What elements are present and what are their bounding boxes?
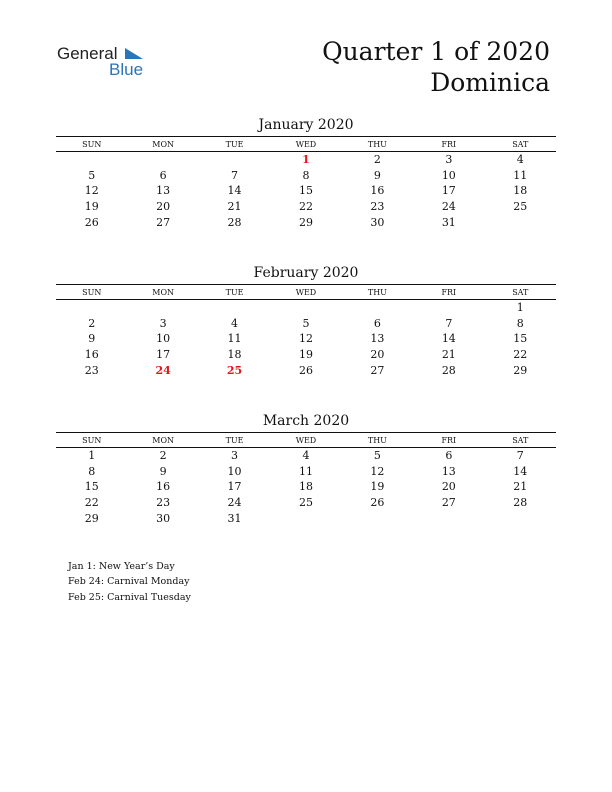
holiday-note: Feb 24: Carnival Monday bbox=[68, 576, 190, 588]
day-cell: 22 bbox=[513, 348, 528, 362]
weekday-header: FRI bbox=[413, 433, 484, 448]
day-cell: 16 bbox=[156, 480, 171, 494]
week-row bbox=[56, 479, 556, 495]
week-row bbox=[56, 214, 556, 230]
weekday-header: THU bbox=[342, 137, 413, 152]
day-cell: 6 bbox=[373, 316, 381, 330]
day-cell: 1 bbox=[516, 301, 524, 315]
day-cell: 17 bbox=[441, 184, 456, 198]
day-cell: 7 bbox=[231, 168, 239, 182]
day-cell: 31 bbox=[441, 215, 456, 229]
day-cell: 28 bbox=[441, 363, 456, 377]
day-cell: 19 bbox=[298, 348, 313, 362]
day-cell: 10 bbox=[156, 332, 171, 346]
month-february bbox=[56, 264, 556, 378]
month-grid bbox=[56, 432, 556, 526]
day-cell: 20 bbox=[370, 348, 385, 362]
month-grid bbox=[56, 136, 556, 230]
day-cell: 9 bbox=[159, 464, 167, 478]
day-cell: 27 bbox=[441, 496, 456, 510]
day-cell: 29 bbox=[84, 511, 99, 525]
day-cell: 23 bbox=[370, 200, 385, 214]
day-cell: 2 bbox=[88, 316, 96, 330]
day-cell: 24 bbox=[441, 200, 456, 214]
week-row bbox=[56, 152, 556, 168]
day-cell: 18 bbox=[513, 184, 528, 198]
day-cell: 18 bbox=[227, 348, 242, 362]
day-cell: 3 bbox=[159, 316, 167, 330]
weekday-header: MON bbox=[127, 137, 198, 152]
day-cell: 12 bbox=[298, 332, 313, 346]
day-cell: 10 bbox=[227, 464, 242, 478]
empty-day-cell bbox=[56, 152, 127, 168]
day-cell: 19 bbox=[370, 480, 385, 494]
day-cell: 10 bbox=[441, 168, 456, 182]
empty-day-cell bbox=[56, 300, 127, 316]
week-row bbox=[56, 183, 556, 199]
day-cell: 19 bbox=[84, 200, 99, 214]
week-row bbox=[56, 362, 556, 378]
day-cell: 9 bbox=[88, 332, 96, 346]
weekday-header: SAT bbox=[485, 433, 556, 448]
weekday-header: TUE bbox=[199, 433, 270, 448]
week-row bbox=[56, 199, 556, 215]
day-cell: 17 bbox=[156, 348, 171, 362]
day-cell: 21 bbox=[227, 200, 242, 214]
weekday-header: FRI bbox=[413, 285, 484, 300]
day-cell: 24 bbox=[227, 496, 242, 510]
day-cell: 3 bbox=[445, 153, 453, 167]
day-cell: 6 bbox=[159, 168, 167, 182]
page-title bbox=[322, 36, 550, 98]
holiday-note: Feb 25: Carnival Tuesday bbox=[68, 591, 191, 603]
empty-day-cell bbox=[413, 510, 484, 526]
holiday-day-cell: 1 bbox=[302, 153, 310, 167]
weekday-header: MON bbox=[127, 433, 198, 448]
day-cell: 28 bbox=[227, 215, 242, 229]
day-cell: 2 bbox=[373, 153, 381, 167]
day-cell: 14 bbox=[441, 332, 456, 346]
empty-day-cell bbox=[199, 300, 270, 316]
empty-day-cell bbox=[270, 510, 341, 526]
holiday-day-cell: 25 bbox=[226, 363, 243, 377]
day-cell: 23 bbox=[156, 496, 171, 510]
day-cell: 20 bbox=[156, 200, 171, 214]
day-cell: 29 bbox=[513, 363, 528, 377]
weekday-header: WED bbox=[270, 137, 341, 152]
day-cell: 27 bbox=[156, 215, 171, 229]
week-row bbox=[56, 448, 556, 464]
weekday-header-row bbox=[56, 285, 556, 300]
weekday-header: THU bbox=[342, 285, 413, 300]
day-cell: 13 bbox=[370, 332, 385, 346]
day-cell: 15 bbox=[298, 184, 313, 198]
day-cell: 26 bbox=[370, 496, 385, 510]
holiday-notes bbox=[68, 559, 191, 605]
weekday-header: MON bbox=[127, 285, 198, 300]
week-row bbox=[56, 464, 556, 480]
day-cell: 30 bbox=[370, 215, 385, 229]
weekday-header: SUN bbox=[56, 433, 127, 448]
weekday-header-row bbox=[56, 137, 556, 152]
day-cell: 11 bbox=[227, 332, 242, 346]
day-cell: 15 bbox=[513, 332, 528, 346]
week-row bbox=[56, 300, 556, 316]
day-cell: 14 bbox=[227, 184, 242, 198]
day-cell: 4 bbox=[516, 153, 524, 167]
day-cell: 1 bbox=[88, 449, 96, 463]
day-cell: 26 bbox=[298, 363, 313, 377]
day-cell: 21 bbox=[513, 480, 528, 494]
day-cell: 16 bbox=[370, 184, 385, 198]
day-cell: 28 bbox=[513, 496, 528, 510]
weekday-header: SUN bbox=[56, 285, 127, 300]
holiday-note: Jan 1: New Year’s Day bbox=[68, 561, 175, 572]
day-cell: 15 bbox=[84, 480, 99, 494]
day-cell: 5 bbox=[373, 449, 381, 463]
week-row bbox=[56, 510, 556, 526]
day-cell: 29 bbox=[298, 215, 313, 229]
day-cell: 2 bbox=[159, 449, 167, 463]
weekday-header: WED bbox=[270, 433, 341, 448]
week-row bbox=[56, 347, 556, 363]
week-row bbox=[56, 316, 556, 332]
day-cell: 14 bbox=[513, 464, 528, 478]
day-cell: 9 bbox=[373, 168, 381, 182]
weekday-header: THU bbox=[342, 433, 413, 448]
empty-day-cell bbox=[485, 214, 556, 230]
week-row bbox=[56, 495, 556, 511]
day-cell: 5 bbox=[302, 316, 310, 330]
logo-word-general: General bbox=[57, 44, 118, 63]
month-title: February 2020 bbox=[253, 265, 359, 281]
weekday-header: FRI bbox=[413, 137, 484, 152]
day-cell: 8 bbox=[302, 168, 310, 182]
month-title: March 2020 bbox=[262, 413, 350, 429]
empty-day-cell bbox=[127, 300, 198, 316]
day-cell: 26 bbox=[84, 215, 99, 229]
generalblue-logo bbox=[57, 44, 157, 80]
empty-day-cell bbox=[199, 152, 270, 168]
logo-word-blue: Blue bbox=[109, 60, 144, 79]
empty-day-cell bbox=[342, 510, 413, 526]
day-cell: 8 bbox=[88, 464, 96, 478]
day-cell: 25 bbox=[298, 496, 313, 510]
day-cell: 23 bbox=[84, 363, 99, 377]
day-cell: 4 bbox=[302, 449, 310, 463]
day-cell: 21 bbox=[441, 348, 456, 362]
day-cell: 17 bbox=[227, 480, 242, 494]
month-grid bbox=[56, 284, 556, 378]
empty-day-cell bbox=[342, 300, 413, 316]
weekday-header: SAT bbox=[485, 137, 556, 152]
day-cell: 4 bbox=[231, 316, 239, 330]
weekday-header: SAT bbox=[485, 285, 556, 300]
day-cell: 7 bbox=[516, 449, 524, 463]
month-january bbox=[56, 116, 556, 230]
day-cell: 11 bbox=[298, 464, 313, 478]
day-cell: 12 bbox=[84, 184, 99, 198]
day-cell: 11 bbox=[513, 168, 528, 182]
weekday-header: TUE bbox=[199, 285, 270, 300]
month-march bbox=[56, 412, 556, 526]
day-cell: 22 bbox=[298, 200, 313, 214]
day-cell: 31 bbox=[227, 511, 242, 525]
empty-day-cell bbox=[270, 300, 341, 316]
month-title: January 2020 bbox=[258, 117, 354, 133]
weekday-header: SUN bbox=[56, 137, 127, 152]
week-row bbox=[56, 168, 556, 184]
weekday-header: TUE bbox=[199, 137, 270, 152]
day-cell: 18 bbox=[298, 480, 313, 494]
empty-day-cell bbox=[413, 300, 484, 316]
day-cell: 22 bbox=[84, 496, 99, 510]
title-country: Dominica bbox=[430, 68, 550, 97]
day-cell: 3 bbox=[231, 449, 239, 463]
day-cell: 25 bbox=[513, 200, 528, 214]
day-cell: 13 bbox=[441, 464, 456, 478]
day-cell: 7 bbox=[445, 316, 453, 330]
day-cell: 13 bbox=[156, 184, 171, 198]
day-cell: 8 bbox=[516, 316, 524, 330]
day-cell: 30 bbox=[156, 511, 171, 525]
weekday-header-row bbox=[56, 433, 556, 448]
day-cell: 5 bbox=[88, 168, 96, 182]
day-cell: 6 bbox=[445, 449, 453, 463]
empty-day-cell bbox=[485, 510, 556, 526]
title-quarter: Quarter 1 of 2020 bbox=[322, 37, 550, 66]
day-cell: 27 bbox=[370, 363, 385, 377]
holiday-day-cell: 24 bbox=[155, 363, 171, 377]
weekday-header: WED bbox=[270, 285, 341, 300]
week-row bbox=[56, 331, 556, 347]
day-cell: 12 bbox=[370, 464, 385, 478]
empty-day-cell bbox=[127, 152, 198, 168]
day-cell: 20 bbox=[441, 480, 456, 494]
day-cell: 16 bbox=[84, 348, 99, 362]
